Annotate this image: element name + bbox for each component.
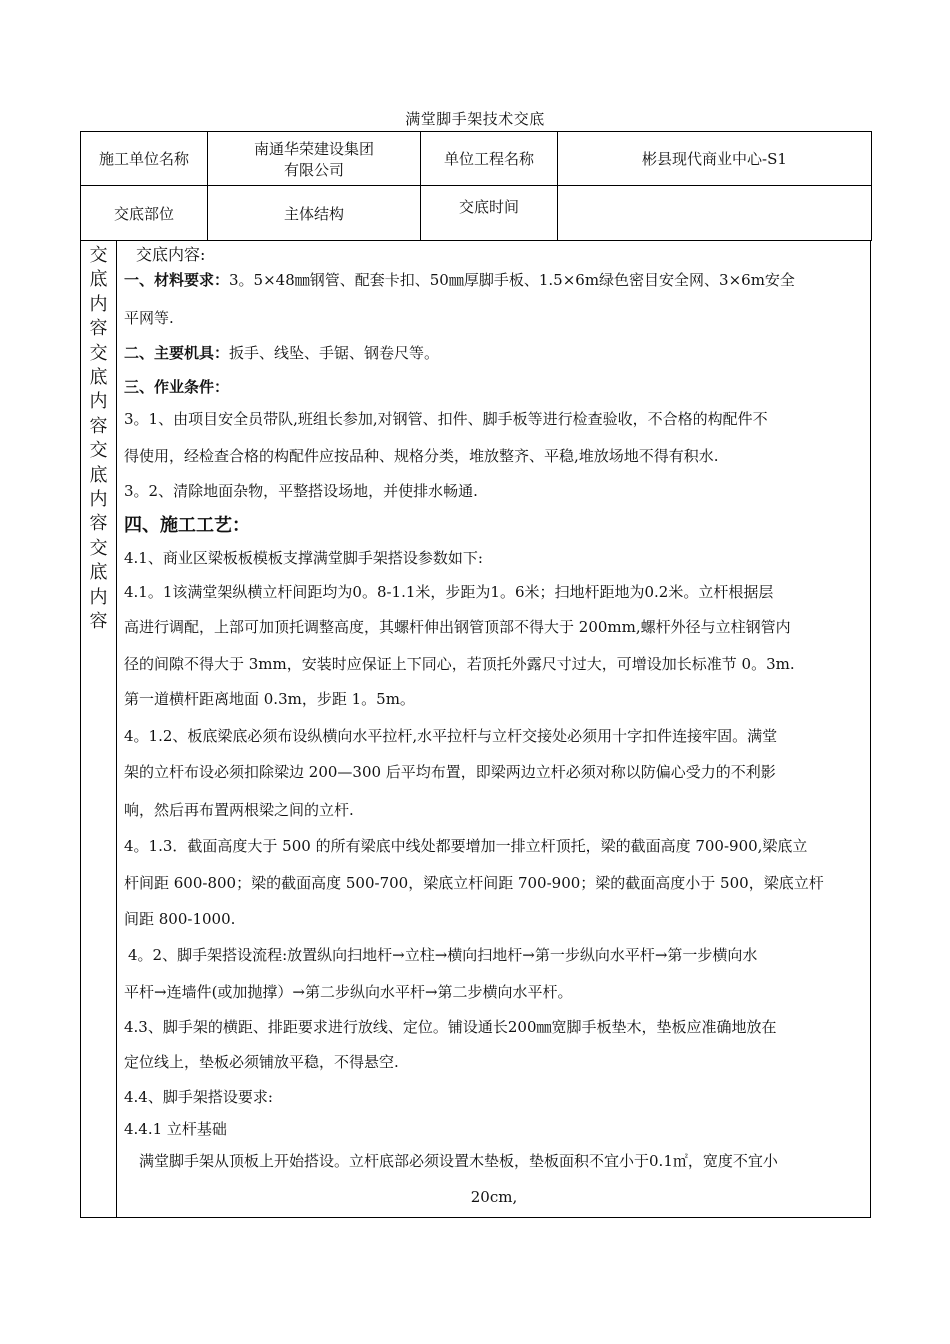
process-4-3-line1: 4.3、脚手架的横距、排距要求进行放线、定位。铺设通长200㎜宽脚手板垫木，垫板应准确地放在 [124,1018,777,1036]
process-4-1-1-line4: 第一道横杆距离地面 0.3m，步距 1。5m。 [124,690,415,708]
project-name-label: 单位工程名称 [421,132,558,186]
main-tools [124,342,439,363]
unit-name-value-line1: 南通华荣建设集团 [253,139,374,158]
process-4-2-line2: 平杆→连墙件(或加抛撑）→第二步纵向水平杆→第二步横向水平杆。 [124,983,573,1001]
material-heading: 一、材料要求： [124,271,230,289]
process-4-4-1-line2: 20cm, [470,1188,518,1206]
tools-heading: 二、主要机具： [124,344,230,362]
content-intro: 交底内容: [136,245,206,264]
process-4-1-3-line2: 杆间距 600-800；梁的截面高度 500-700，梁底立杆间距 700-900；梁的截面高度小于 500，梁底立杆 [124,874,824,892]
process-4-1: 4.1、商业区梁板板模板支撑满堂脚手架搭设参数如下: [124,549,483,567]
process-4-1-2-line2: 架的立杆布设必须扣除梁边 200—300 后平均布置，即梁两边立杆必须对称以防偏心受力的不利影 [124,763,776,781]
content-section [80,240,871,1218]
process-4-1-1-line3: 径的间隙不得大于 3mm，安装时应保证上下同心，若顶托外露尺寸过大，可增设加长标准节 0。3m. [124,655,795,673]
disclosure-part-value: 主体结构 [208,186,421,241]
process-4-1-1-line2: 高进行调配，上部可加顶托调整高度，其螺杆伸出钢管顶部不得大于 200mm,螺杆外径与立柱钢管内 [124,618,791,636]
process-4-2-line1: 4。2、脚手架搭设流程:放置纵向扫地杆→立柱→横向扫地杆→第一步纵向水平杆→第一步横向水 [128,946,758,964]
header-table [80,131,872,241]
process-4-1-2-line1: 4。1.2、板底梁底必须布设纵横向水平拉杆,水平拉杆与立杆交接处必须用十字扣件连接牢固。满堂 [124,727,778,745]
document-title: 满堂脚手架技术交底 [405,110,545,128]
tools-text: 扳手、线坠、手锯、钢卷尺等。 [229,344,440,362]
process-4-1-2-line3: 响，然后再布置两根梁之间的立杆. [124,801,354,819]
side-label: 交底内容交底内容交底内容交底内容 [89,245,108,633]
process-4-3-line2: 定位线上，垫板必须铺放平稳，不得悬空. [124,1053,399,1071]
unit-name-label: 施工单位名称 [81,132,208,186]
process-heading: 四、施工工艺： [124,515,250,536]
project-name-value: 彬县现代商业中心-S1 [558,132,872,186]
material-text: 3。5×48㎜钢管、配套卡扣、50㎜厚脚手板、1.5×6m绿色密目安全网、3×6m安全 [229,271,795,289]
condition-3-1-line2: 得使用，经检查合格的构配件应按品种、规格分类，堆放整齐、平稳,堆放场地不得有积水. [124,447,719,465]
unit-name-value-line2: 有限公司 [283,160,344,179]
disclosure-time-value [558,186,872,241]
material-requirements [124,269,795,290]
work-conditions-heading: 三、作业条件： [124,378,230,396]
condition-3-1-line1: 3。1、由项目安全员带队,班组长参加,对钢管、扣件、脚手板等进行检查验收，不合格的构配件不 [124,410,768,428]
disclosure-part-label: 交底部位 [81,186,208,241]
material-text-cont: 平网等. [124,309,174,327]
process-4-1-3-line3: 间距 800-1000. [124,910,236,928]
side-label-column [81,240,117,1217]
process-4-4: 4.4、脚手架搭设要求: [124,1088,273,1106]
process-4-4-1-line1: 满堂脚手架从顶板上开始搭设。立杆底部必须设置木垫板，垫板面积不宜小于0.1㎡，宽度不宜小 [139,1152,778,1170]
process-4-4-1: 4.4.1 立杆基础 [124,1120,227,1138]
process-4-1-1-line1: 4.1。1该满堂架纵横立杆间距均为0。8-1.1米，步距为1。6米；扫地杆距地为0.2米。立杆根据层 [124,583,774,601]
process-4-1-3-line1: 4。1.3．截面高度大于 500 的所有梁底中线处都要增加一排立杆顶托，梁的截面高度 700-900,梁底立 [124,837,808,855]
unit-name-value [208,132,421,186]
condition-3-2: 3。2、清除地面杂物，平整搭设场地，并使排水畅通. [124,482,478,500]
disclosure-time-label: 交底时间 [421,186,558,241]
